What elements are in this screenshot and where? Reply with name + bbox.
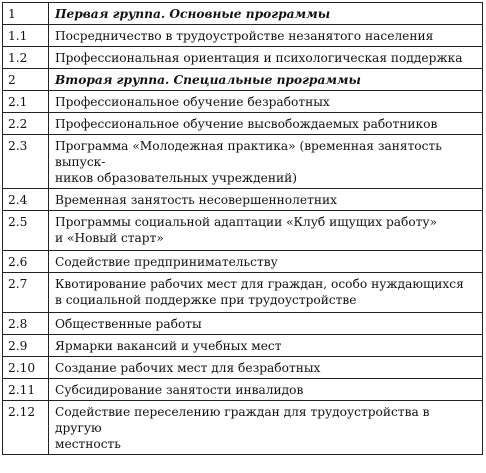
group-row [3, 3, 483, 25]
table-row [3, 357, 483, 379]
program-name: Временная занятость несовершеннолетних [49, 189, 483, 211]
row-number: 1.1 [3, 25, 49, 47]
program-name [49, 211, 483, 251]
row-number: 2.12 [3, 401, 49, 455]
program-name: Создание рабочих мест для безработных [49, 357, 483, 379]
table-row [3, 25, 483, 47]
row-number: 2.10 [3, 357, 49, 379]
table-row [3, 47, 483, 69]
programs-table [2, 2, 483, 455]
program-name: Содействие предпринимательству [49, 251, 483, 273]
table-row [3, 113, 483, 135]
program-name [49, 401, 483, 455]
program-name-line: Квотирование рабочих мест для граждан, особо нуждающихся [55, 277, 464, 291]
program-name: Профессиональное обучение высвобождаемых работников [49, 113, 483, 135]
program-name-line: Программы социальной адаптации «Клуб ищущих работу» [55, 215, 438, 229]
table-row [3, 189, 483, 211]
program-name: Субсидирование занятости инвалидов [49, 379, 483, 401]
group-title: Вторая группа. Специальные программы [49, 69, 483, 91]
row-number: 2.6 [3, 251, 49, 273]
row-number: 2.7 [3, 273, 49, 313]
table-row [3, 401, 483, 455]
row-number: 1 [3, 3, 49, 25]
program-name: Профессиональная ориентация и психологическая поддержка [49, 47, 483, 69]
row-number: 2.1 [3, 91, 49, 113]
row-number: 2.11 [3, 379, 49, 401]
program-name-line: Программа «Молодежная практика» (временная занятость выпуск- [55, 139, 442, 169]
table-row [3, 273, 483, 313]
program-name: Общественные работы [49, 313, 483, 335]
program-name [49, 135, 483, 189]
program-name-line: местность [55, 437, 121, 451]
program-name-line: Содействие переселению граждан для трудоустройства в другую [55, 405, 430, 435]
program-name: Профессиональное обучение безработных [49, 91, 483, 113]
programs-table-container [2, 2, 482, 455]
program-name-line: в социальной поддержке при трудоустройстве [55, 293, 357, 307]
program-name: Ярмарки вакансий и учебных мест [49, 335, 483, 357]
table-row [3, 251, 483, 273]
program-name-line: и «Новый старт» [55, 231, 164, 245]
table-row [3, 379, 483, 401]
row-number: 2.3 [3, 135, 49, 189]
row-number: 2.2 [3, 113, 49, 135]
program-name-line: ников образовательных учреждений) [55, 171, 297, 185]
row-number: 2.5 [3, 211, 49, 251]
row-number: 1.2 [3, 47, 49, 69]
group-row [3, 69, 483, 91]
program-name: Посредничество в трудоустройстве незанятого населения [49, 25, 483, 47]
program-name [49, 273, 483, 313]
table-row [3, 135, 483, 189]
table-row [3, 91, 483, 113]
table-row [3, 211, 483, 251]
table-row [3, 313, 483, 335]
row-number: 2.9 [3, 335, 49, 357]
group-title: Первая группа. Основные программы [49, 3, 483, 25]
table-row [3, 335, 483, 357]
programs-table-body [3, 3, 483, 455]
row-number: 2 [3, 69, 49, 91]
row-number: 2.8 [3, 313, 49, 335]
row-number: 2.4 [3, 189, 49, 211]
